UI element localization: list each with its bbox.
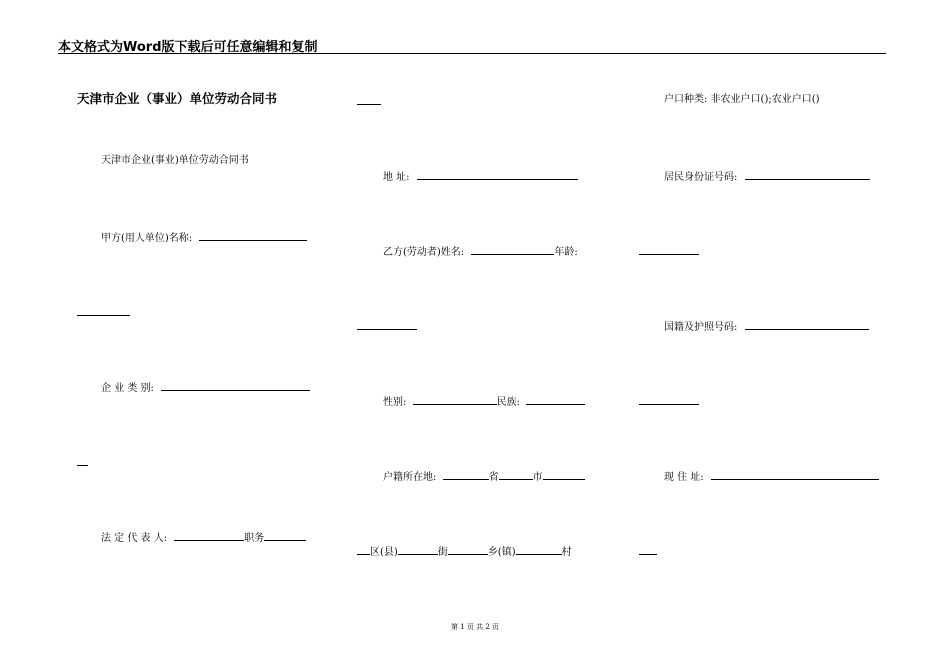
id-number-blank[interactable] (745, 169, 870, 180)
header-divider (58, 53, 886, 54)
province-label: 省 (488, 472, 499, 483)
party-a-name-row (101, 230, 307, 245)
ethnicity-label: 民族: (496, 397, 520, 408)
current-address-blank[interactable] (711, 469, 879, 480)
nationality-passport-row (664, 319, 869, 334)
position-label: 职务 (244, 533, 265, 544)
village-label: 村 (561, 547, 572, 558)
household-row (383, 469, 585, 484)
party-a-name-continuation-blank[interactable] (77, 305, 130, 316)
age-blank-row (639, 244, 699, 259)
hukou-type: 户口种类: 非农业户口();农业户口() (664, 94, 820, 105)
address-row (383, 169, 578, 184)
position-blank[interactable] (264, 530, 306, 541)
household-detail-row (357, 544, 572, 559)
street-blank[interactable] (398, 544, 438, 555)
enterprise-type-continuation-row (77, 455, 88, 470)
province-blank[interactable] (443, 469, 489, 480)
legal-rep-row (101, 530, 306, 545)
title-continuation-row (357, 94, 381, 109)
ethnicity-continuation-row (639, 394, 699, 409)
village-continuation-blank[interactable] (639, 544, 657, 555)
village-blank[interactable] (516, 544, 562, 555)
current-address-label: 现 住 址: (664, 472, 704, 483)
document-title: 天津市企业（事业）单位劳动合同书 (77, 91, 278, 106)
village-continuation-row (639, 544, 657, 559)
party-a-name-label: 甲方(用人单位)名称: (101, 233, 193, 244)
address-label: 地 址: (383, 172, 410, 183)
nationality-passport-blank[interactable] (745, 319, 869, 330)
party-b-name-blank[interactable] (471, 244, 554, 255)
street-label: 街 (437, 547, 448, 558)
district-label: 区(县) (370, 547, 398, 558)
title-continuation-blank[interactable] (357, 94, 381, 105)
city-blank[interactable] (499, 469, 533, 480)
page-footer: 第 1 页 共 2 页 (450, 623, 500, 631)
town-blank[interactable] (448, 544, 488, 555)
age-continuation-row (357, 319, 417, 334)
nationality-passport-label: 国籍及护照号码: (664, 322, 738, 333)
address-blank[interactable] (417, 169, 578, 180)
id-number-label: 居民身份证号码: (664, 172, 738, 183)
ethnicity-continuation-blank[interactable] (639, 394, 699, 405)
legal-rep-label: 法 定 代 表 人: (101, 533, 168, 544)
ethnicity-blank[interactable] (526, 394, 585, 405)
party-b-name-label: 乙方(劳动者)姓名: (383, 247, 465, 258)
legal-rep-blank[interactable] (174, 530, 244, 541)
age-blank[interactable] (639, 244, 699, 255)
city-label: 市 (532, 472, 543, 483)
party-b-name-row (383, 244, 578, 259)
enterprise-type-label: 企 业 类 别: (101, 383, 154, 394)
party-a-name-continuation-row (77, 305, 130, 320)
age-continuation-blank[interactable] (357, 319, 417, 330)
enterprise-type-row (101, 380, 310, 395)
enterprise-type-continuation-blank[interactable] (77, 455, 88, 466)
town-label: 乡(镇) (487, 547, 516, 558)
current-address-row (664, 469, 879, 484)
gender-blank[interactable] (413, 394, 497, 405)
id-number-row (664, 169, 870, 184)
document-subtitle: 天津市企业(事业)单位劳动合同书 (101, 155, 249, 166)
household-label: 户籍所在地: (383, 472, 437, 483)
gender-label: 性别: (383, 397, 407, 408)
page-header-title: 本文格式为Word版下载后可任意编辑和复制 (58, 40, 318, 55)
party-a-name-blank[interactable] (199, 230, 307, 241)
district-blank[interactable] (357, 544, 370, 555)
age-label: 年龄: (554, 247, 578, 258)
enterprise-type-blank[interactable] (161, 380, 310, 391)
gender-ethnicity-row (383, 394, 585, 409)
city-trailing-blank[interactable] (543, 469, 585, 480)
